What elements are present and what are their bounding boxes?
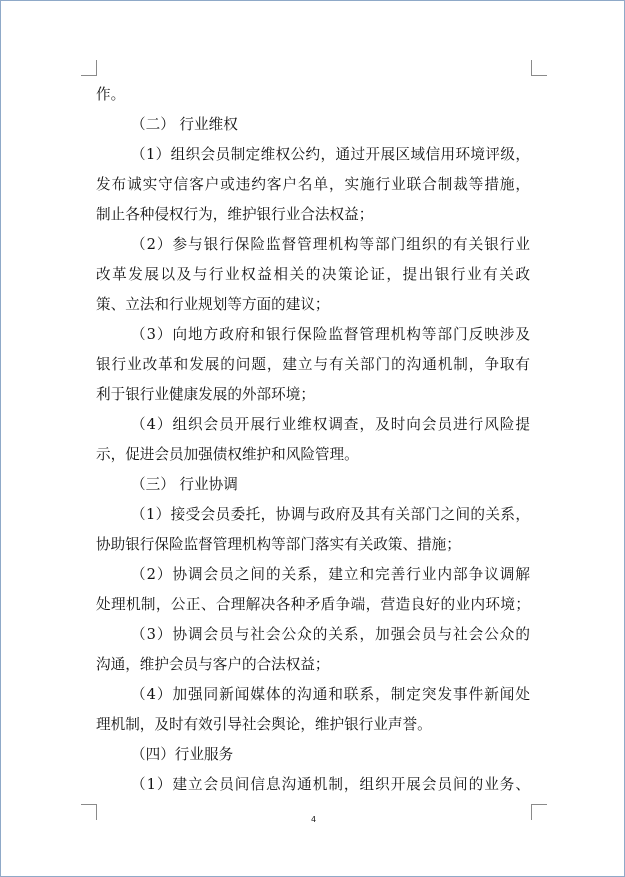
body-line: 沟通，维护会员与客户的合法权益； bbox=[96, 656, 330, 673]
body-line: （2）参与银行保险监督管理机构等部门组织的有关银行业 bbox=[131, 236, 530, 253]
body-line: 发布诚实守信客户或违约客户名单，实施行业联合制裁等措施， bbox=[96, 176, 530, 193]
section-heading-services: （四）行业服务 bbox=[131, 746, 234, 763]
page-number: 4 bbox=[310, 815, 317, 824]
section-heading-coordination: （三） 行业协调 bbox=[131, 476, 238, 493]
body-line: （3）协调会员与社会公众的关系，加强会员与社会公众的 bbox=[131, 626, 530, 643]
body-line: 策、立法和行业规划等方面的建议； bbox=[96, 296, 330, 313]
body-line-continuation: 作。 bbox=[96, 86, 126, 103]
body-line: （3）向地方政府和银行保险监督管理机构等部门反映涉及 bbox=[131, 326, 530, 343]
crop-mark-top-left bbox=[81, 60, 97, 76]
body-line: （4）加强同新闻媒体的沟通和联系，制定突发事件新闻处 bbox=[131, 686, 530, 703]
body-line: 示，促进会员加强债权维护和风险管理。 bbox=[96, 446, 359, 463]
body-line: （2）协调会员之间的关系，建立和完善行业内部争议调解 bbox=[131, 566, 530, 583]
section-heading-rights-protection: （二） 行业维权 bbox=[131, 116, 238, 133]
body-line: 银行业改革和发展的问题，建立与有关部门的沟通机制，争取有 bbox=[96, 356, 530, 373]
body-line: 协助银行保险监督管理机构等部门落实有关政策、措施； bbox=[96, 536, 461, 553]
body-line: 制止各种侵权行为，维护银行业合法权益； bbox=[96, 206, 374, 223]
body-line: 处理机制，公正、合理解决各种矛盾争端，营造良好的业内环境； bbox=[96, 596, 530, 613]
body-line: （1）接受会员委托，协调与政府及其有关部门之间的关系， bbox=[131, 506, 530, 523]
body-line: 改革发展以及与行业权益相关的决策论证，提出银行业有关政 bbox=[96, 266, 530, 283]
document-body bbox=[96, 80, 530, 800]
body-line: 利于银行业健康发展的外部环境； bbox=[96, 386, 315, 403]
body-line: （1）建立会员间信息沟通机制，组织开展会员间的业务、 bbox=[131, 776, 530, 793]
body-line: （1）组织会员制定维权公约，通过开展区域信用环境评级， bbox=[131, 146, 530, 163]
body-line: （4）组织会员开展行业维权调查，及时向会员进行风险提 bbox=[131, 416, 530, 433]
body-line: 理机制，及时有效引导社会舆论，维护银行业声誉。 bbox=[96, 716, 432, 733]
crop-mark-top-right bbox=[531, 60, 547, 76]
